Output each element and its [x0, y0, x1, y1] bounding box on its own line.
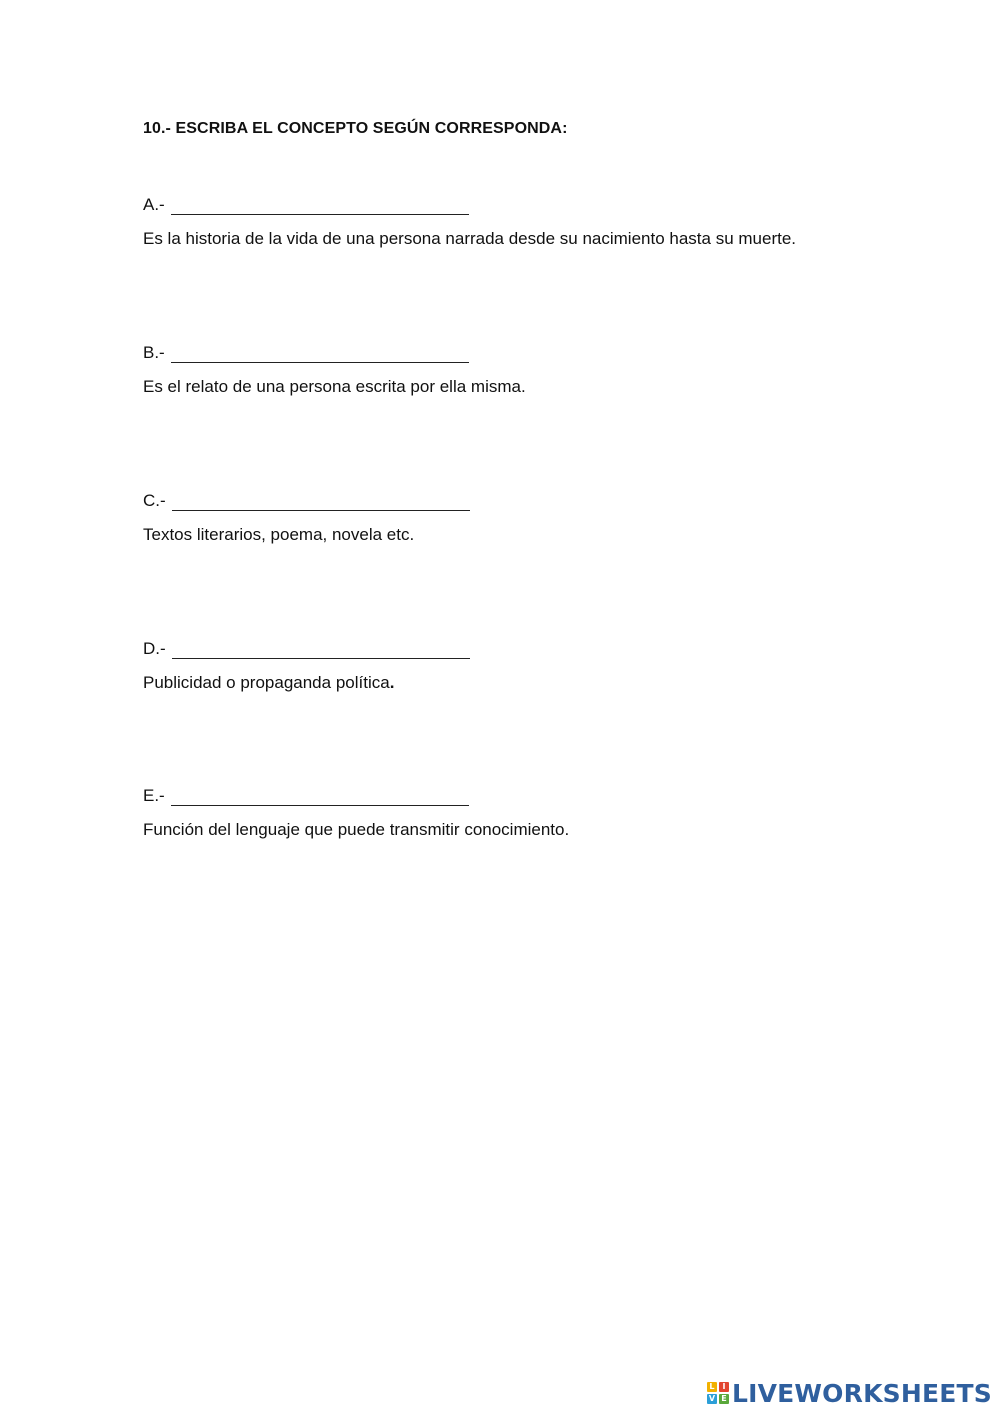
item-letter: C.- — [143, 491, 166, 510]
answer-row — [143, 192, 903, 218]
item-description-text: Publicidad o propaganda política — [143, 673, 390, 692]
answer-row — [143, 636, 903, 662]
item-description: Es la historia de la vida de una persona narrada desde su nacimiento hasta su muerte. — [143, 229, 797, 248]
item-description — [143, 672, 903, 694]
item-description: Función del lenguaje que puede transmitir conocimiento. — [143, 820, 570, 839]
item-description: Textos literarios, poema, novela etc. — [143, 525, 415, 544]
answer-input-b[interactable] — [171, 346, 469, 363]
logo-square-i: I — [719, 1382, 729, 1392]
question-item-c — [143, 488, 903, 546]
page-title: 10.- ESCRIBA EL CONCEPTO SEGÚN CORRESPONDA: — [143, 120, 568, 137]
question-item-e — [143, 783, 903, 841]
question-item-b — [143, 340, 903, 398]
answer-input-d[interactable] — [172, 642, 470, 659]
answer-input-e[interactable] — [171, 789, 469, 806]
liveworksheets-logo[interactable] — [707, 1378, 992, 1408]
item-letter: A.- — [143, 195, 165, 214]
logo-text: LIVEWORKSHEETS — [731, 1378, 992, 1408]
question-item-a — [143, 192, 903, 250]
answer-row — [143, 488, 903, 514]
logo-square-v: V — [708, 1394, 716, 1403]
item-description-period: . — [389, 673, 395, 692]
item-letter: B.- — [143, 343, 165, 362]
item-description: Es el relato de una persona escrita por ella misma. — [143, 377, 526, 396]
item-letter: E.- — [143, 786, 165, 805]
answer-row — [143, 340, 903, 366]
question-item-d — [143, 636, 903, 694]
logo-square-l: L — [707, 1382, 717, 1392]
answer-input-c[interactable] — [172, 494, 470, 511]
answer-row — [143, 783, 903, 809]
answer-input-a[interactable] — [171, 198, 469, 215]
logo-squares-icon — [707, 1382, 729, 1404]
item-letter: D.- — [143, 639, 166, 658]
logo-square-e: E — [719, 1394, 729, 1404]
